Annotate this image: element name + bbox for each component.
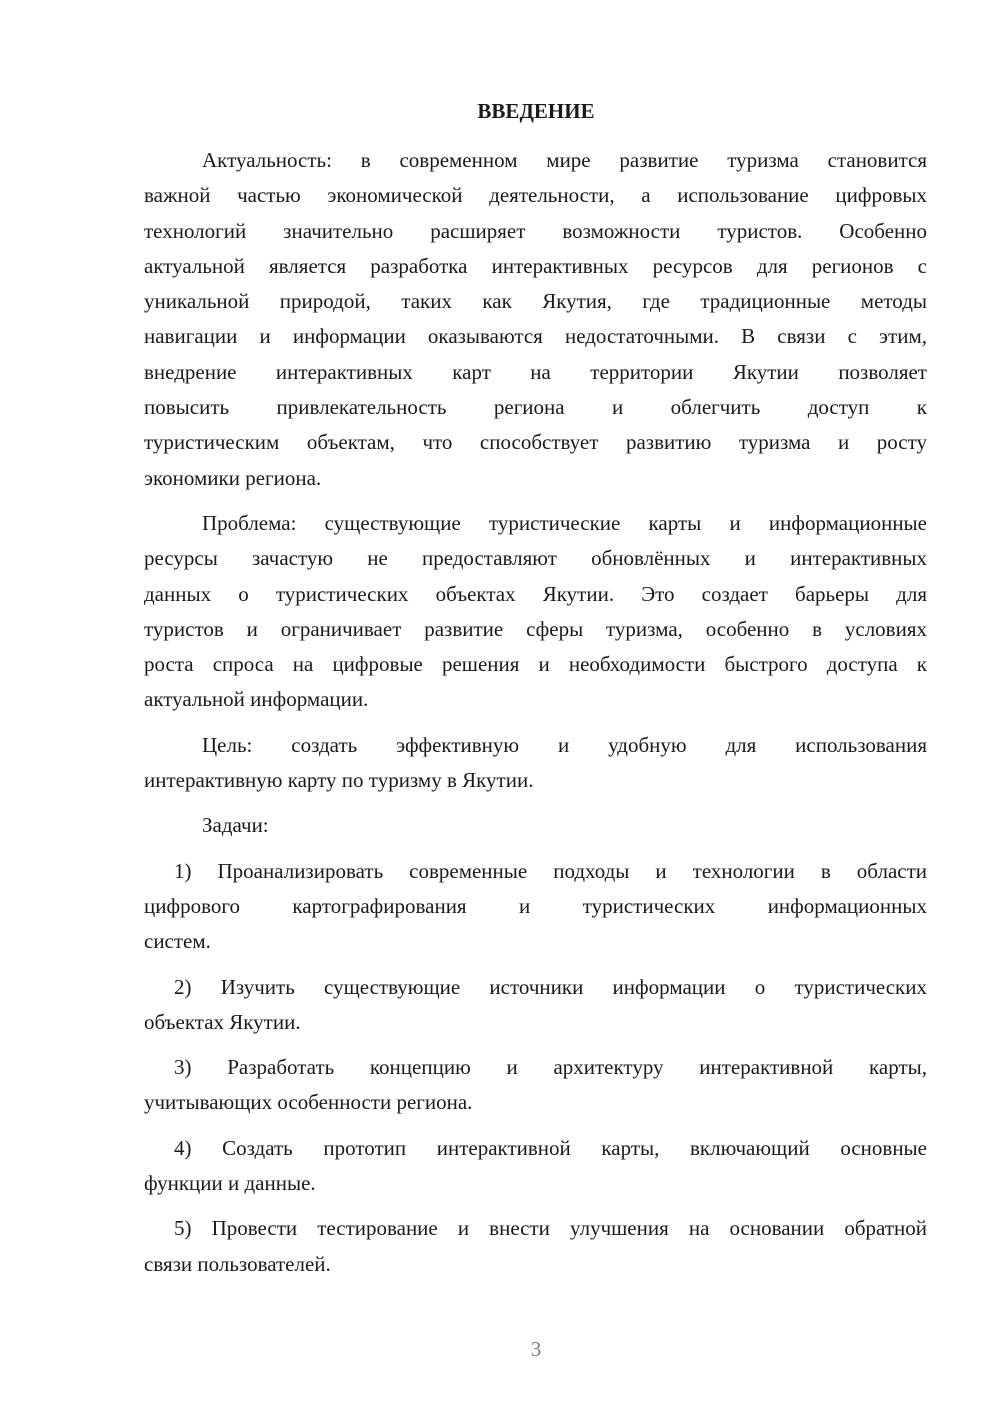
text-line: Цель: создать эффективную и удобную для использования: [202, 732, 927, 757]
text-line: систем.: [144, 929, 211, 954]
text-line: экономики региона.: [144, 465, 322, 490]
text-line: навигации и информации оказываются недостаточными. В связи с этим,: [144, 324, 927, 349]
text-line: важной частью экономической деятельности, а использование цифровых: [144, 183, 927, 208]
text-line: туристическим объектам, что способствует развитию туризма и росту: [144, 430, 927, 455]
paragraph-goal: [144, 728, 927, 799]
task-item: [144, 1050, 927, 1121]
text-line: данных о туристических объектах Якутии. Это создает барьеры для: [144, 581, 927, 606]
paragraph-tasks-heading: [144, 808, 927, 843]
text-line: 4) Создать прототип интерактивной карты, включающий основные: [174, 1135, 927, 1160]
text-line: технологий значительно расширяет возможности туристов. Особенно: [144, 218, 927, 243]
paragraph-problem: [144, 506, 927, 718]
text-line: учитывающих особенности региона.: [144, 1090, 473, 1115]
text-line: повысить привлекательность региона и облегчить доступ к: [144, 395, 927, 420]
text-line: объектах Якутии.: [144, 1009, 301, 1034]
document-body: [144, 143, 927, 1282]
text-line: актуальной информации.: [144, 687, 369, 712]
text-line: интерактивную карту по туризму в Якутии.: [144, 768, 534, 793]
text-line: функции и данные.: [144, 1171, 316, 1196]
text-line: цифрового картографирования и туристических информационных: [144, 893, 927, 918]
paragraph-relevance: [144, 143, 927, 496]
text-line: 1) Проанализировать современные подходы и технологии в области: [174, 858, 927, 883]
page-number: 3: [530, 1337, 542, 1361]
text-line: актуальной является разработка интерактивных ресурсов для регионов с: [144, 253, 927, 278]
task-item: [144, 854, 927, 960]
task-item: [144, 1211, 927, 1282]
text-line: внедрение интерактивных карт на территории Якутии позволяет: [144, 359, 927, 384]
task-item: [144, 970, 927, 1041]
text-line: роста спроса на цифровые решения и необходимости быстрого доступа к: [144, 652, 927, 677]
page-title: ВВЕДЕНИЕ: [477, 99, 595, 123]
text-line: связи пользователей.: [144, 1251, 331, 1276]
text-line: 2) Изучить существующие источники информации о туристических: [174, 974, 927, 999]
text-line: ресурсы зачастую не предоставляют обновлённых и интерактивных: [144, 546, 927, 571]
text-line: уникальной природой, таких как Якутия, где традиционные методы: [144, 289, 927, 314]
text-line: 3) Разработать концепцию и архитектуру интерактивной карты,: [174, 1055, 927, 1080]
task-item: [144, 1131, 927, 1202]
text-line: туристов и ограничивает развитие сферы туризма, особенно в условиях: [144, 616, 927, 641]
text-line: Актуальность: в современном мире развитие туризма становится: [202, 148, 927, 172]
text-line: Проблема: существующие туристические карты и информационные: [202, 510, 927, 535]
text-line: Задачи:: [202, 813, 269, 838]
text-line: 5) Провести тестирование и внести улучшения на основании обратной: [174, 1216, 927, 1241]
